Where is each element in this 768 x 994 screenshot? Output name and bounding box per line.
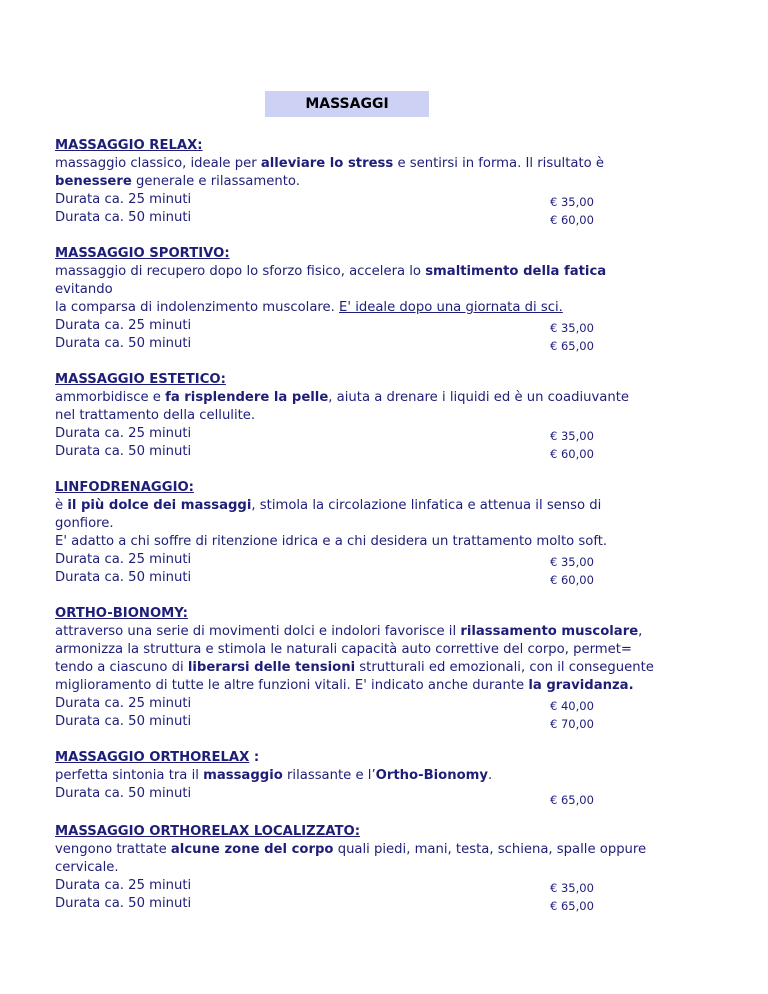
duration-row (55, 569, 655, 587)
treatment-section (55, 605, 655, 731)
massage-price-list (55, 137, 655, 931)
duration-label: Durata ca. 50 minuti (55, 896, 192, 911)
treatment-title: MASSAGGIO ORTHORELAX LOCALIZZATO: (55, 824, 360, 839)
treatment-description: massaggio classico, ideale per alleviare lo stress e sentirsi in forma. Il risultato è benessere generale e rilassamento. (55, 156, 605, 189)
price-value: € 35,00 (550, 555, 594, 569)
treatment-title: MASSAGGIO RELAX: (55, 138, 203, 153)
price-value: € 65,00 (550, 793, 594, 807)
duration-row (55, 191, 655, 209)
treatment-section (55, 245, 655, 353)
duration-row (55, 551, 655, 569)
treatment-title: MASSAGGIO ORTHORELAX : (55, 750, 260, 765)
treatment-description: massaggio di recupero dopo lo sforzo fisico, accelera lo smaltimento della fatica evitando la comparsa di indolenzimento muscolare. E' ideale dopo una giornata di sci. (55, 264, 607, 315)
treatment-section (55, 823, 655, 913)
duration-label: Durata ca. 25 minuti (55, 552, 192, 567)
price-value: € 35,00 (550, 321, 594, 335)
duration-row (55, 425, 655, 443)
treatment-section (55, 479, 655, 587)
price-value: € 65,00 (550, 899, 594, 913)
duration-row (55, 209, 655, 227)
duration-row (55, 877, 655, 895)
price-value: € 60,00 (550, 447, 594, 461)
treatment-title: MASSAGGIO ESTETICO: (55, 372, 226, 387)
price-value: € 35,00 (550, 429, 594, 443)
treatment-title: LINFODRENAGGIO: (55, 480, 194, 495)
treatment-section (55, 137, 655, 227)
price-value: € 65,00 (550, 339, 594, 353)
duration-row (55, 317, 655, 335)
price-value: € 60,00 (550, 213, 594, 227)
treatment-description: perfetta sintonia tra il massaggio rilassante e l’Ortho-Bionomy. (55, 768, 493, 783)
treatment-description: ammorbidisce e fa risplendere la pelle, aiuta a drenare i liquidi ed è un coadiuvante nel trattamento della cellulite. (55, 390, 629, 423)
duration-row (55, 785, 655, 807)
treatment-description: è il più dolce dei massaggi, stimola la circolazione linfatica e attenua il senso di gonfiore. E' adatto a chi soffre di ritenzione idrica e a chi desidera un trattamento molto soft. (55, 498, 608, 549)
duration-row (55, 443, 655, 461)
treatment-title: MASSAGGIO SPORTIVO: (55, 246, 230, 261)
duration-label: Durata ca. 25 minuti (55, 318, 192, 333)
duration-label: Durata ca. 50 minuti (55, 570, 192, 585)
treatment-description: vengono trattate alcune zone del corpo quali piedi, mani, testa, schiena, spalle oppure cervicale. (55, 842, 647, 875)
price-value: € 70,00 (550, 717, 594, 731)
price-value: € 35,00 (550, 195, 594, 209)
duration-label: Durata ca. 25 minuti (55, 878, 192, 893)
duration-row (55, 713, 655, 731)
price-value: € 60,00 (550, 573, 594, 587)
treatment-section (55, 749, 655, 807)
page-title: MASSAGGI (265, 91, 429, 117)
duration-label: Durata ca. 25 minuti (55, 426, 192, 441)
duration-label: Durata ca. 50 minuti (55, 714, 192, 729)
duration-row (55, 695, 655, 713)
duration-label: Durata ca. 50 minuti (55, 786, 192, 801)
duration-row (55, 335, 655, 353)
treatment-title: ORTHO-BIONOMY: (55, 606, 188, 621)
duration-row (55, 895, 655, 913)
treatment-section (55, 371, 655, 461)
duration-label: Durata ca. 25 minuti (55, 696, 192, 711)
price-value: € 40,00 (550, 699, 594, 713)
treatment-description: attraverso una serie di movimenti dolci e indolori favorisce il rilassamento muscolare, armonizza la struttura e stimola le naturali capacità auto correttive del corpo, permet= tendo a ciascuno di liberarsi delle tensioni strutturali ed emozionali, con il conseguente miglioramento di tutte le altre funzioni vitali. E' indicato anche durante la gravidanza. (55, 624, 654, 693)
price-value: € 35,00 (550, 881, 594, 895)
duration-label: Durata ca. 25 minuti (55, 192, 192, 207)
duration-label: Durata ca. 50 minuti (55, 336, 192, 351)
duration-label: Durata ca. 50 minuti (55, 444, 192, 459)
duration-label: Durata ca. 50 minuti (55, 210, 192, 225)
